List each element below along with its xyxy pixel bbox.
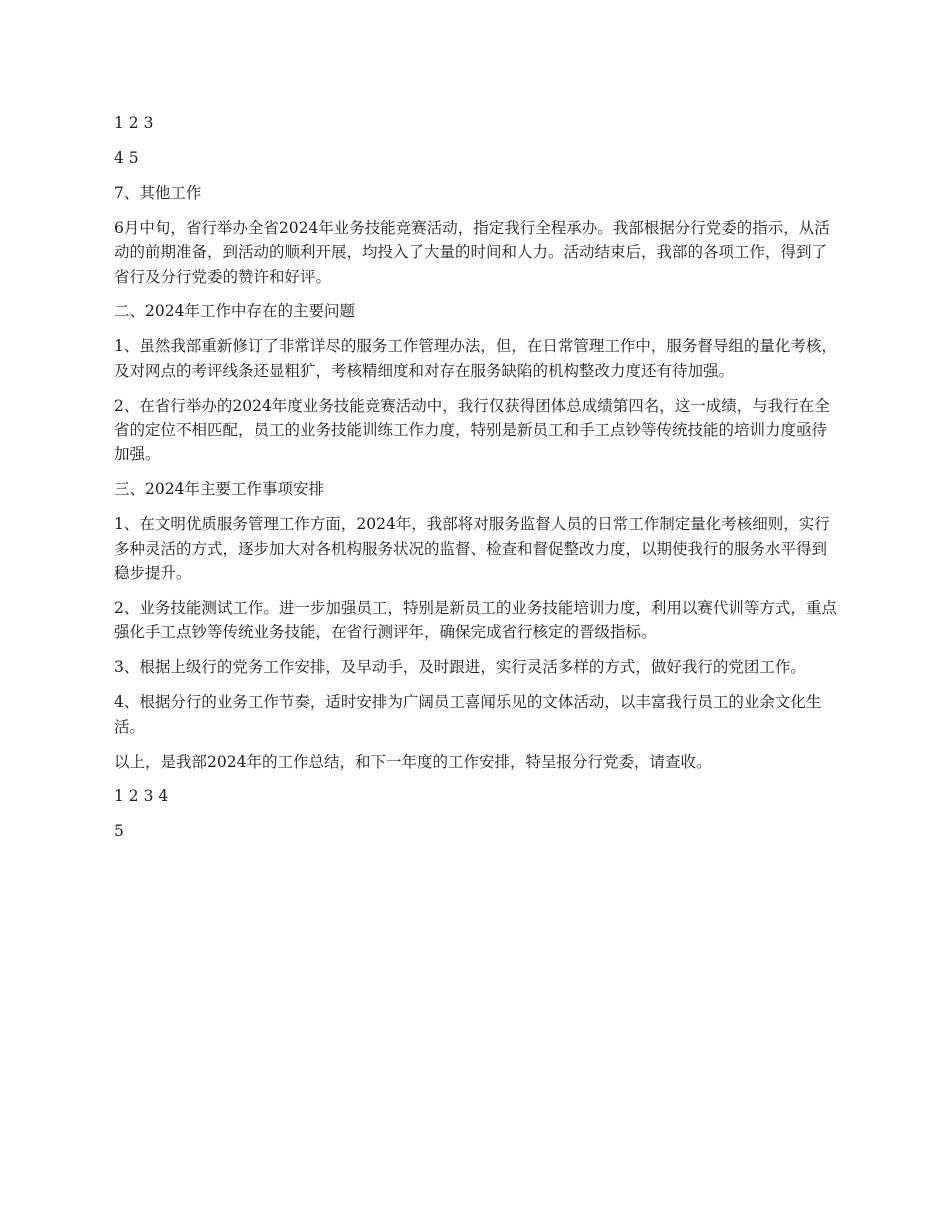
section-heading-plans: 三、2024年主要工作事项安排 <box>114 480 324 499</box>
page-number-line-1: 1 2 3 <box>114 114 154 132</box>
paragraph-competition: 6月中旬，省行举办全省2024年业务技能竞赛活动，指定我行全程承办。我部根据分行党委的指示，从活动的前期准备，到活动的顺利开展，均投入了大量的时间和人力。活动结束后，我部的各项工作，得到了省行及分行党委的赞许和好评。 <box>114 218 830 286</box>
section-heading-other-work: 7、其他工作 <box>114 183 202 202</box>
paragraph-plan-1: 1、在文明优质服务管理工作方面，2024年，我部将对服务监督人员的日常工作制定量化考核细则，实行多种灵活的方式，逐步加大对各机构服务状况的监督、检查和督促整改力度，以期使我行的服务水平得到稳步提升。 <box>114 515 830 583</box>
paragraph-closing: 以上，是我部2024年的工作总结，和下一年度的工作安排，特呈报分行党委，请查收。 <box>114 752 712 771</box>
paragraph-plan-3: 3、根据上级行的党务工作安排，及早动手，及时跟进，实行灵活多样的方式，做好我行的党团工作。 <box>114 658 806 677</box>
page-number-line-3: 1 2 3 4 <box>114 787 169 806</box>
paragraph-plan-2: 2、业务技能测试工作。进一步加强员工，特别是新员工的业务技能培训力度，利用以赛代训等方式，重点强化手工点钞等传统业务技能，在省行测评年，确保完成省行核定的晋级指标。 <box>114 599 837 642</box>
document-body <box>114 111 840 854</box>
page-number-line-2: 4 5 <box>114 148 139 167</box>
page-number-line-4: 5 <box>114 822 124 841</box>
paragraph-problem-1: 1、虽然我部重新修订了非常详尽的服务工作管理办法，但，在日常管理工作中，服务督导组的量化考核，及对网点的考评线条还显粗犷，考核精细度和对存在服务缺陷的机构整改力度还有待加强。 <box>114 337 837 380</box>
section-heading-problems: 二、2024年工作中存在的主要问题 <box>114 302 355 321</box>
paragraph-plan-4: 4、根据分行的业务工作节奏，适时安排为广阔员工喜闻乐见的文体活动，以丰富我行员工的业余文化生活。 <box>114 693 822 736</box>
paragraph-problem-2: 2、在省行举办的2024年度业务技能竞赛活动中，我行仅获得团体总成绩第四名，这一成绩，与我行在全省的定位不相匹配，员工的业务技能训练工作力度，特别是新员工和手工点钞等传统技能的培训力度亟待加强。 <box>114 396 830 464</box>
